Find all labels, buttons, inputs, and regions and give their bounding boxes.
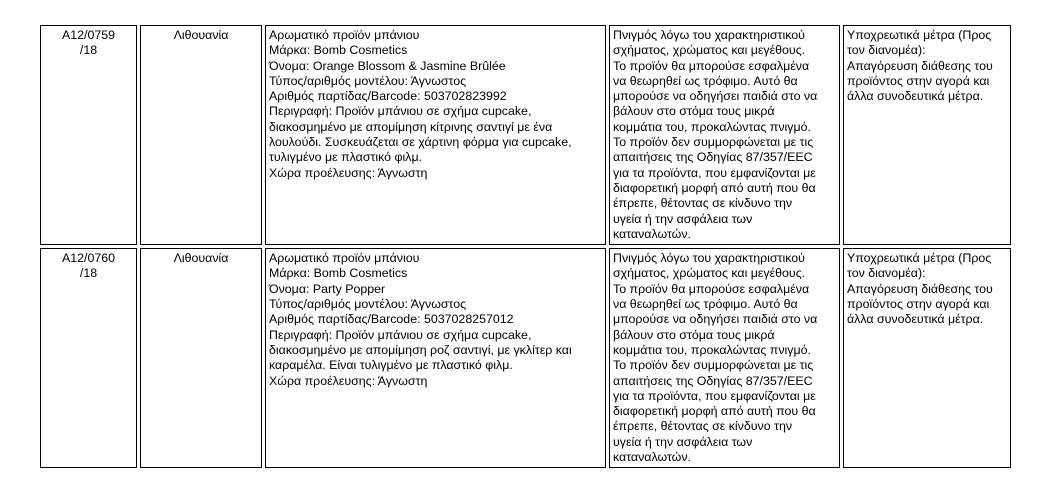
product-description-line: Περιγραφή: Προϊόν μπάνιου σε σχήμα cupcake, [269,327,532,342]
reference-code: A12/0759 [61,28,116,42]
risk-description-line: Το προϊόν θα μπορούσε εσφαλμένα [613,58,810,73]
measures-line: τον διανομέα): [847,266,926,281]
risk-description-line: βάλουν στο στόμα τους μικρά [613,327,775,342]
country-name: Λιθουανία [173,251,229,266]
reference-cell [40,248,137,468]
measures-cell [843,248,1011,468]
alert-row [40,25,1011,245]
alerts-table [37,22,1014,471]
alerts-table-body [40,25,1011,468]
product-description-line: Χώρα προέλευσης: Άγνωστη [269,373,428,388]
product-description-line: Τύπος/αριθμός μοντέλου: Άγνωστος [269,73,467,88]
risk-description-line: για τα προϊόντα, που εμφανίζονται με [613,165,816,180]
risk-description-line: Το προϊόν δεν συμμορφώνεται με τις [613,358,814,373]
risk-description-line: Πνιγμός λόγω του χαρακτηριστικού [613,28,805,42]
risk-description-line: απαιτήσεις της Οδηγίας 87/357/EEC [613,373,813,388]
risk-description-line: καταναλωτών. [613,450,691,465]
reference-year: /18 [79,43,98,58]
measures-line: άλλα συνοδευτικά μέτρα. [847,312,984,327]
product-description-line: Χώρα προέλευσης: Άγνωστη [269,165,428,180]
product-description-line: Αρωματικό προϊόν μπάνιου [269,251,420,266]
reference-year: /18 [79,266,98,281]
risk-description-line: απαιτήσεις της Οδηγίας 87/357/EEC [613,150,813,165]
product-description-cell [265,248,606,468]
product-description-line: Αρωματικό προϊόν μπάνιου [269,28,420,42]
product-description-line: Μάρκα: Bomb Cosmetics [269,43,408,58]
product-description-cell [265,25,606,245]
product-description-line: Αριθμός παρτίδας/Barcode: 503702823992 [269,89,507,104]
country-cell [140,248,262,468]
measures-line: προϊόντος στην αγορά και [847,73,990,88]
risk-description-cell [609,248,840,468]
product-description-line: Όνομα: Orange Blossom & Jasmine Brûlée [269,58,506,73]
risk-description-line: για τα προϊόντα, που εμφανίζονται με [613,388,816,403]
risk-description-line: σχήματος, χρώματος και μεγέθους. [613,266,806,281]
measures-line: Απαγόρευση διάθεσης του [847,58,993,73]
risk-description-line: έπρεπε, θέτοντας σε κίνδυνο την [613,196,793,211]
product-description-line: Όνομα: Party Popper [269,281,386,296]
risk-description-line: κομμάτια του, προκαλώντας πνιγμό. [613,119,811,134]
risk-description-line: διαφορετική μορφή από αυτή που θα [613,180,816,195]
product-description-line: διακοσμημένο με απομίμηση κίτρινης σαντιγί με ένα [269,119,553,134]
risk-description-line: σχήματος, χρώματος και μεγέθους. [613,43,806,58]
measures-line: Απαγόρευση διάθεσης του [847,281,993,296]
risk-description-line: κομμάτια του, προκαλώντας πνιγμό. [613,342,811,357]
risk-description-line: Το προϊόν δεν συμμορφώνεται με τις [613,135,814,150]
risk-description-line: καταναλωτών. [613,226,691,241]
reference-code: A12/0760 [61,251,116,266]
country-name: Λιθουανία [173,28,229,42]
measures-line: άλλα συνοδευτικά μέτρα. [847,89,984,104]
risk-description-line: Το προϊόν θα μπορούσε εσφαλμένα [613,281,810,296]
product-description-line: Μάρκα: Bomb Cosmetics [269,266,408,281]
alert-row [40,248,1011,468]
product-description-line: Αριθμός παρτίδας/Barcode: 5037028257012 [269,312,514,327]
risk-description-line: υγεία ή την ασφάλεια των [613,211,753,226]
product-description-line: Περιγραφή: Προϊόν μπάνιου σε σχήμα cupcake, [269,104,532,119]
risk-description-line: να θεωρηθεί ως τρόφιμο. Αυτό θα [613,73,798,88]
measures-line: τον διανομέα): [847,43,926,58]
measures-line: Υποχρεωτικά μέτρα (Προς [847,251,992,266]
risk-description-line: διαφορετική μορφή από αυτή που θα [613,404,816,419]
product-description-line: Τύπος/αριθμός μοντέλου: Άγνωστος [269,297,467,312]
risk-description-line: υγεία ή την ασφάλεια των [613,434,753,449]
measures-line: προϊόντος στην αγορά και [847,297,990,312]
risk-description-line: μπορούσε να οδηγήσει παιδιά στο να [613,312,818,327]
product-description-line: διακοσμημένο με απομίμηση ροζ σαντιγί, με γκλίτερ και [269,342,572,357]
product-description-line: καραμέλα. Είναι τυλιγμένο με πλαστικό φιλμ. [269,358,513,373]
risk-description-line: Πνιγμός λόγω του χαρακτηριστικού [613,251,805,266]
risk-description-line: να θεωρηθεί ως τρόφιμο. Αυτό θα [613,297,798,312]
product-description-line: τυλιγμένο με πλαστικό φιλμ. [269,150,423,165]
measures-cell [843,25,1011,245]
reference-cell [40,25,137,245]
risk-description-cell [609,25,840,245]
product-description-line: λουλούδι. Συσκευάζεται σε χάρτινη φόρμα για cupcake, [269,135,572,150]
risk-description-line: έπρεπε, θέτοντας σε κίνδυνο την [613,419,793,434]
risk-description-line: μπορούσε να οδηγήσει παιδιά στο να [613,89,818,104]
measures-line: Υποχρεωτικά μέτρα (Προς [847,28,992,42]
country-cell [140,25,262,245]
risk-description-line: βάλουν στο στόμα τους μικρά [613,104,775,119]
